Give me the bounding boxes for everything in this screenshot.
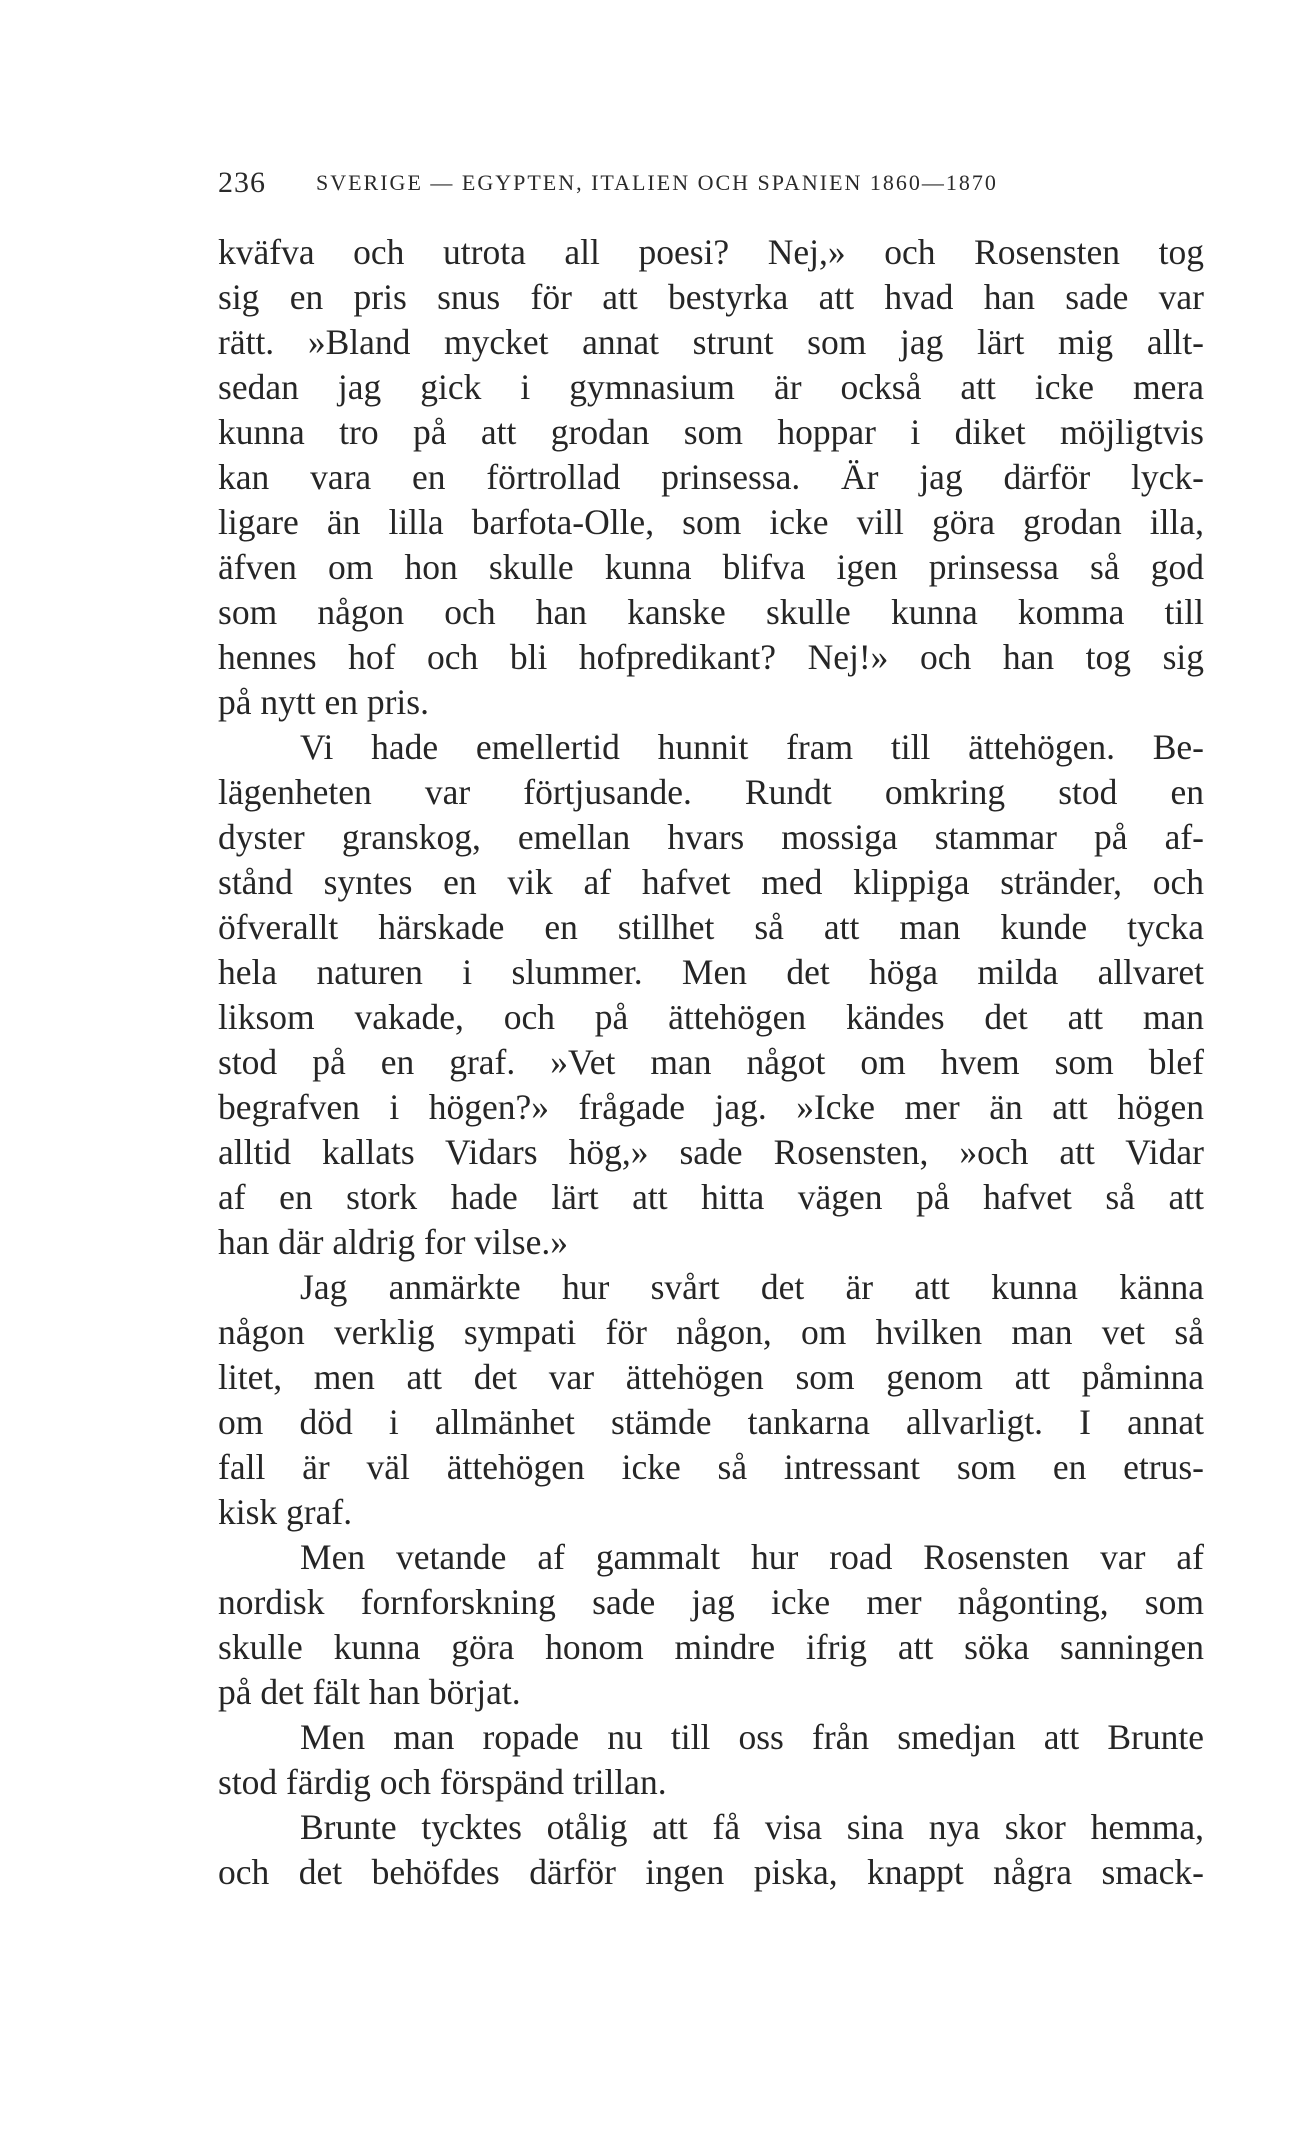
text-line: rätt. »Bland mycket annat strunt som jag lärt mig allt- [218,322,1204,362]
text-line: Men man ropade nu till oss från smedjan att Brunte [300,1717,1204,1757]
text-line: som någon och han kanske skulle kunna komma till [218,592,1204,632]
text-line: alltid kallats Vidars hög,» sade Rosensten, »och att Vidar [218,1132,1204,1172]
text-line: stod på en graf. »Vet man något om hvem som blef [218,1042,1204,1082]
text-line: fall är väl ättehögen icke så intressant som en etrus- [218,1447,1204,1487]
text-line: på nytt en pris. [218,682,429,722]
page-number: 236 [218,166,266,199]
text-line: lägenheten var förtjusande. Rundt omkring stod en [218,772,1204,812]
text-line: sig en pris snus för att bestyrka att hvad han sade var [218,277,1204,317]
text-line: kan vara en förtrollad prinsessa. Är jag därför lyck- [218,457,1204,497]
text-line: liksom vakade, och på ättehögen kändes det att man [218,997,1204,1037]
text-line: dyster granskog, emellan hvars mossiga stammar på af- [218,817,1204,857]
text-line: litet, men att det var ättehögen som genom att påminna [218,1357,1204,1397]
text-line: stod färdig och förspänd trillan. [218,1762,667,1802]
text-line: stånd syntes en vik af hafvet med klippiga stränder, och [218,862,1204,902]
running-head: SVERIGE — EGYPTEN, ITALIEN OCH SPANIEN 1860—1870 [316,170,998,195]
text-line: Vi hade emellertid hunnit fram till ättehögen. Be- [300,727,1204,767]
text-line: och det behöfdes därför ingen piska, knappt några smack- [218,1852,1204,1892]
text-line: hennes hof och bli hofpredikant? Nej!» och han tog sig [218,637,1204,677]
text-line: Brunte tycktes otålig att få visa sina nya skor hemma, [300,1807,1204,1847]
text-line: någon verklig sympati för någon, om hvilken man vet så [218,1312,1204,1352]
text-line: Jag anmärkte hur svårt det är att kunna känna [300,1267,1204,1307]
page-header [218,166,1182,206]
text-line: begrafven i högen?» frågade jag. »Icke mer än att högen [218,1087,1204,1127]
text-line: han där aldrig for vilse.» [218,1222,568,1262]
text-line: sedan jag gick i gymnasium är också att icke mera [218,367,1204,407]
text-line: hela naturen i slummer. Men det höga milda allvaret [218,952,1204,992]
text-line: kväfva och utrota all poesi? Nej,» och Rosensten tog [218,232,1204,272]
body-text [218,230,1204,1895]
text-line: äfven om hon skulle kunna blifva igen prinsessa så god [218,547,1204,587]
text-line: ligare än lilla barfota-Olle, som icke vill göra grodan illa, [218,502,1204,542]
text-line: öfverallt härskade en stillhet så att man kunde tycka [218,907,1204,947]
text-line: kisk graf. [218,1492,353,1532]
text-line: nordisk fornforskning sade jag icke mer någonting, som [218,1582,1204,1622]
text-line: Men vetande af gammalt hur road Rosensten var af [300,1537,1204,1577]
text-line: på det fält han börjat. [218,1672,521,1712]
text-line: af en stork hade lärt att hitta vägen på hafvet så att [218,1177,1204,1217]
text-line: skulle kunna göra honom mindre ifrig att söka sanningen [218,1627,1204,1667]
text-line: kunna tro på att grodan som hoppar i diket möjligtvis [218,412,1204,452]
text-line: om död i allmänhet stämde tankarna allvarligt. I annat [218,1402,1204,1442]
